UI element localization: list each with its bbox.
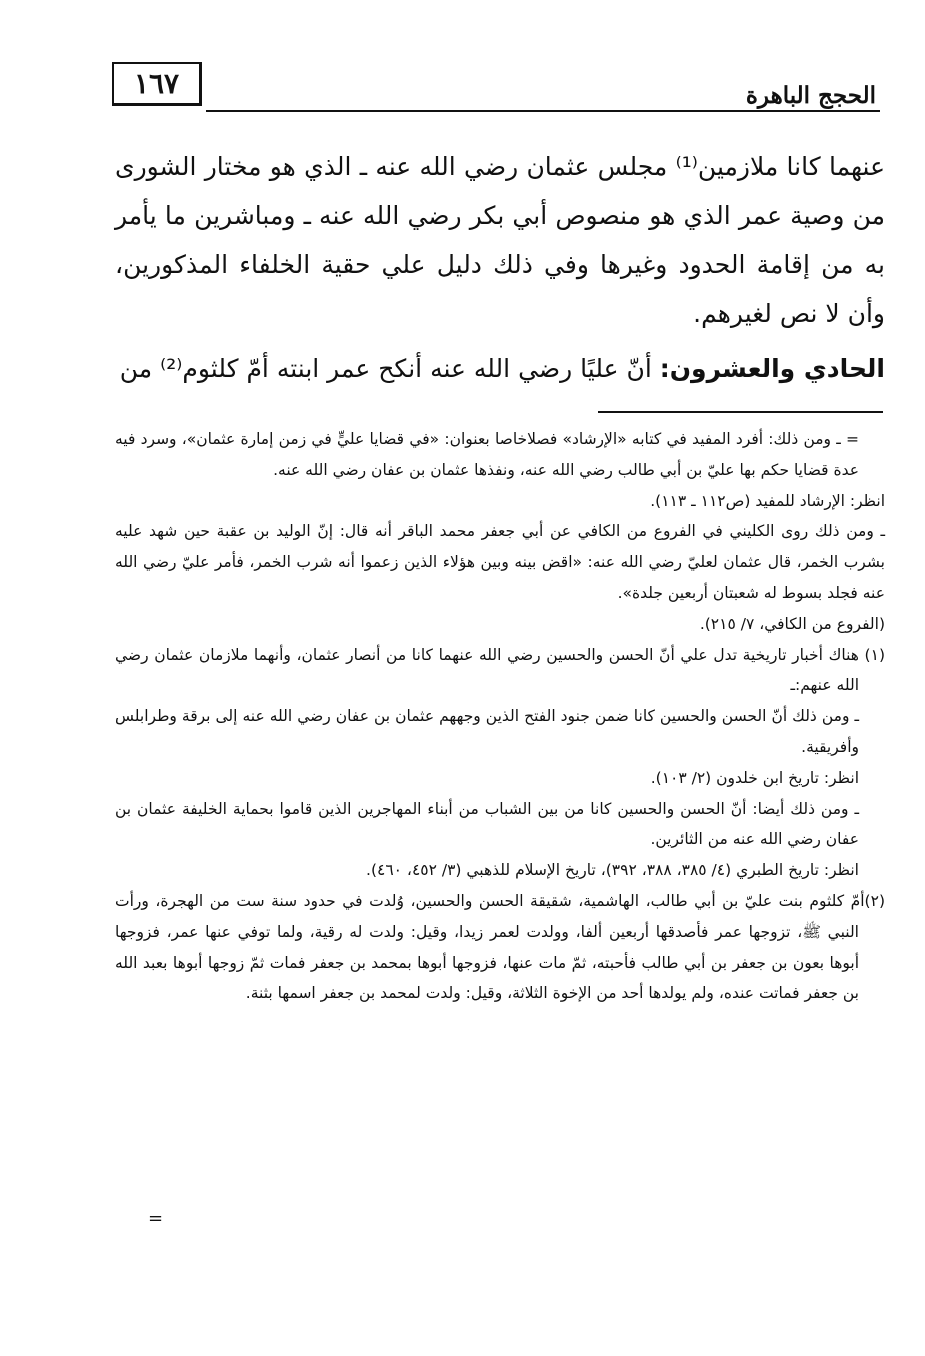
footnote-2: (٢)أمّ كلثوم بنت عليّ بن أبي طالب، الهاشمية، شقيقة الحسن والحسين، وُلدت في حدود سنة ست من الهجرة، ورأت النبي ﷺ، تزوجها عمر فأصدقها أربعين ألفا، وولدت لعمر زيدا، وقيل: ولدت له رقية، ولما توفي عنها عمر، فزوجها أبوها بعون بن جعفر بن أبي طالب فأحبته، ثمّ مات عنها، فزوجها أبوها بمحمد بن جعفر فمات ثمّ زوجها أبوها بعبد الله بن جعفر فماتت عنده، ولم يولدها أحد من الإخوة الثلاثة، وقيل: ولدت لمحمد بن جعفر اسمها بثنة. <box>115 891 885 1003</box>
page-number: ١٦٧ <box>112 62 202 106</box>
footnote-1: (١) هناك أخبار تاريخية تدل علي أنّ الحسن والحسين رضي الله عنهما كانا من أنصار عثمان، وأنهما ملازمان عثمان رضي الله عنهم:ـ <box>115 645 885 695</box>
footnotes <box>115 424 885 1009</box>
main-text <box>115 142 885 393</box>
footnote-line: ـ ومن ذلك أيضا: أنّ الحسن والحسين كانا من بين الشباب من أبناء المهاجرين الذين قاموا بحماية الخليفة عثمان بن عفان رضي الله عنه من الثائرين. <box>115 799 859 849</box>
section-heading: الحادي والعشرون: <box>659 354 885 383</box>
section-text: أنّ عليًا رضي الله عنه أنكح عمر ابنته أمّ كلثوم⁽²⁾ من <box>119 354 652 383</box>
header-rule <box>206 110 880 112</box>
footnote-line: انظر: تاريخ الطبري (٤/ ٣٨٥، ٣٨٨، ٣٩٢)، تاريخ الإسلام للذهبي (٣/ ٤٥٢، ٤٦٠). <box>366 861 859 880</box>
continuation-marker: = <box>148 1208 164 1229</box>
footnote-line: = ـ ومن ذلك: أفرد المفيد في كتابه «الإرشاد» فصلاخاصا بعنوان: «في قضايا عليٍّ في زمن إمارة عثمان»، وسرد فيه عدة قضايا حكم بها عليّ بن أبي طالب رضي الله عنه، ونفذها عثمان بن عفان رضي الله عنه. <box>115 430 859 479</box>
footnote-line: ـ ومن ذلك روى الكليني في الفروع من الكافي عن أبي جعفر محمد الباقر أنه قال: إنّ الوليد بن عقبة حين شهد عليه بشرب الخمر، قال عثمان لعليّ رضي الله عنه: «اقض بينه وبين هؤلاء الذين زعموا أنه شرب الخمر، فأمر عليّ رضي الله عنه فجلد بسوط له شعبتان أربعين جلدة». <box>115 522 885 602</box>
footnote-line: (الفروع من الكافي، ٧/ ٢١٥). <box>699 614 885 633</box>
paragraph: عنهما كانا ملازمين⁽¹⁾ مجلس عثمان رضي الله عنه ـ الذي هو مختار الشورى من وصية عمر الذي هو منصوص أبي بكر رضي الله عنه ـ ومباشرين ما يأمر به من إقامة الحدود وغيرها وفي ذلك دليل علي حقية الخلفاء المذكورين، وأن لا نص لغيرهم. <box>115 152 886 328</box>
page-header <box>112 62 880 122</box>
footnote-line: انظر: الإرشاد للمفيد (ص١١٢ ـ ١١٣). <box>650 491 885 510</box>
footnote-line: ـ ومن ذلك أنّ الحسن والحسين كانا ضمن جنود الفتح الذين وجههم عثمان بن عفان رضي الله عنه إلى برقة وطرابلس وأفريقية. <box>115 707 859 756</box>
footnote-separator <box>598 411 883 413</box>
running-title: الحجج الباهرة <box>745 82 876 109</box>
section-paragraph <box>115 344 885 393</box>
footnote-line: انظر: تاريخ ابن خلدون (٢/ ١٠٣). <box>650 768 859 787</box>
